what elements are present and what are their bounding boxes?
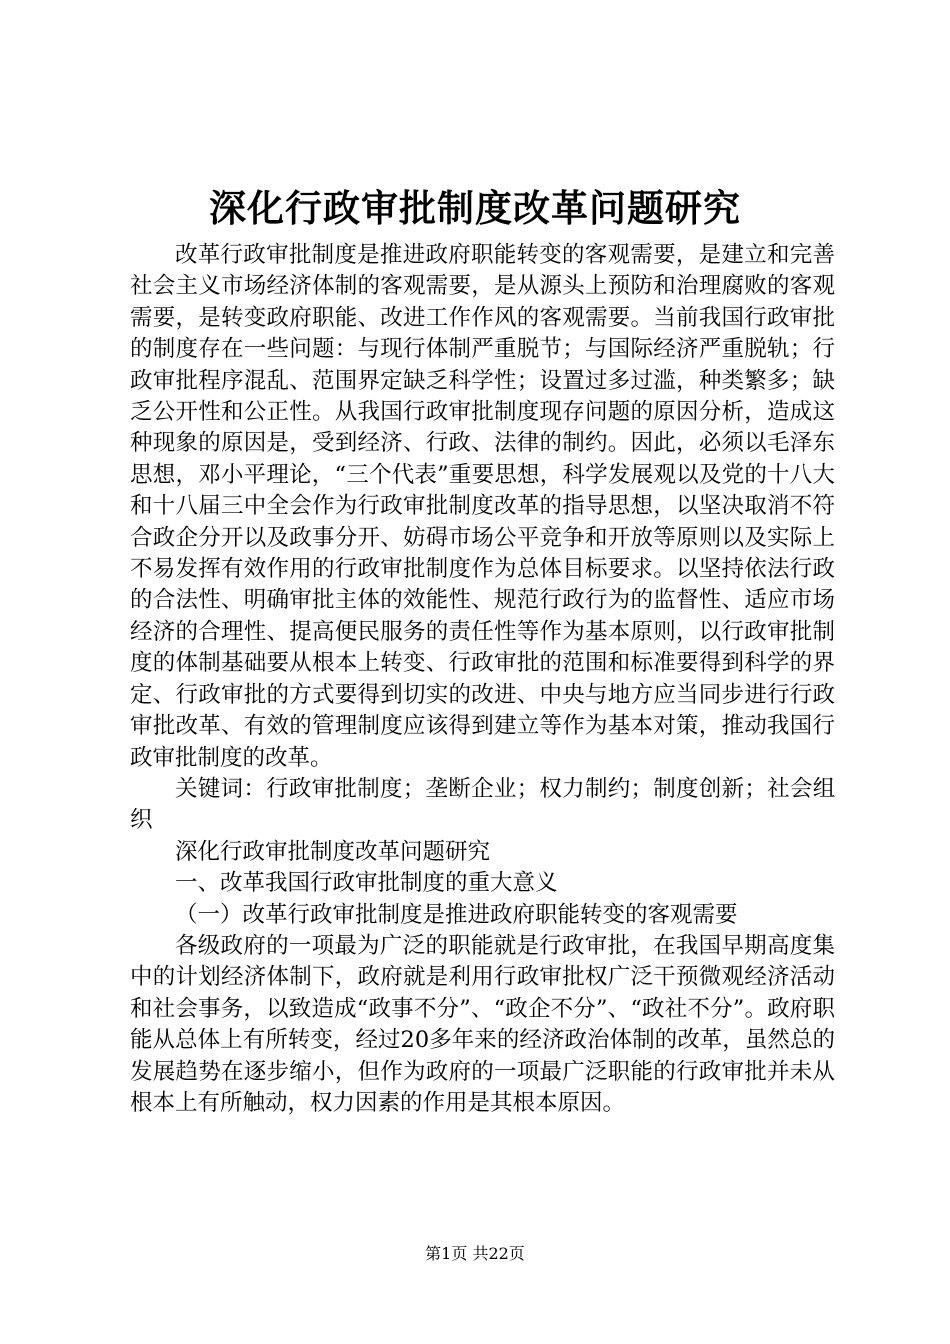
keywords-paragraph: 关键词：行政审批制度；垄断企业；权力制约；制度创新；社会组织 xyxy=(130,775,835,834)
section-title: 深化行政审批制度改革问题研究 xyxy=(175,838,491,865)
page-footer: 第1页 共22页 xyxy=(425,1244,525,1263)
document-title: 深化行政审批制度改革问题研究 xyxy=(209,186,741,230)
document-body xyxy=(130,240,835,1119)
heading-level-1: 一、改革我国行政审批制度的重大意义 xyxy=(175,870,558,897)
body-paragraph: 各级政府的一项最为广泛的职能就是行政审批，在我国早期高度集中的计划经济体制下，政府就是利用行政审批权广泛干预微观经济活动和社会事务，以致造成“政事不分”、“政企不分”、“政社不分”。政府职能从总体上有所转变，经过20多年来的经济政治体制的改革，虽然总的发展趋势在逐步缩小，但作为政府的一项最广泛职能的行政审批并未从根本上有所触动，权力因素的作用是其根本原因。 xyxy=(130,932,835,1116)
abstract-paragraph: 改革行政审批制度是推进政府职能转变的客观需要，是建立和完善社会主义市场经济体制的客观需要，是从源头上预防和治理腐败的客观需要，是转变政府职能、改进工作作风的客观需要。当前我国行政审批的制度存在一些问题：与现行体制严重脱节；与国际经济严重脱轨；行政审批程序混乱、范围界定缺乏科学性；设置过多过滥，种类繁多；缺乏公开性和公正性。从我国行政审批制度现存问题的原因分析，造成这种现象的原因是，受到经济、行政、法律的制约。因此，必须以毛泽东思想，邓小平理论，“三个代表”重要思想，科学发展观以及党的十八大和十八届三中全会作为行政审批制度改革的指导思想，以坚决取消不符合政企分开以及政事分开、妨碍市场公平竞争和开放等原则以及实际上不易发挥有效作用的行政审批制度作为总体目标要求。以坚持依法行政的合法性、明确审批主体的效能性、规范行政行为的监督性、适应市场经济的合理性、提高便民服务的责任性等作为基本原则，以行政审批制度的体制基础要从根本上转变、行政审批的范围和标准要得到科学的界定、行政审批的方式要得到切实的改进、中央与地方应当同步进行行政审批改革、有效的管理制度应该得到建立等作为基本对策，推动我国行政审批制度的改革。 xyxy=(130,242,835,771)
heading-level-2: （一）改革行政审批制度是推进政府职能转变的客观需要 xyxy=(175,901,738,928)
